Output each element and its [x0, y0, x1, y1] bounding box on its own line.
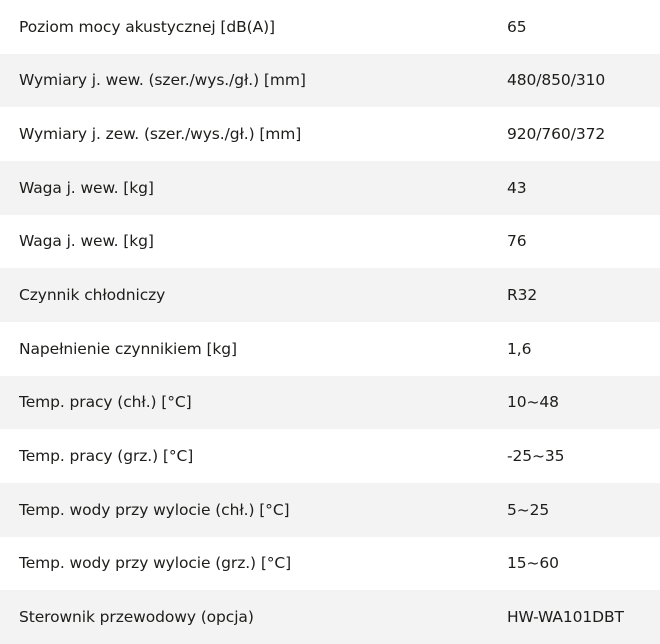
spec-label: Czynnik chłodniczy — [19, 286, 166, 305]
table-row — [0, 429, 660, 483]
spec-label: Temp. wody przy wylocie (chł.) [°C] — [19, 500, 290, 519]
spec-value: 5~25 — [507, 500, 550, 519]
spec-value: 76 — [507, 232, 527, 251]
spec-label: Napełnienie czynnikiem [kg] — [19, 339, 237, 358]
table-row — [0, 0, 660, 54]
spec-label: Temp. pracy (chł.) [°C] — [19, 393, 192, 412]
table-row — [0, 376, 660, 430]
table-row — [0, 107, 660, 161]
spec-value: 920/760/372 — [507, 125, 606, 144]
table-row — [0, 483, 660, 537]
spec-label: Wymiary j. wew. (szer./wys./gł.) [mm] — [19, 71, 306, 90]
spec-label: Temp. pracy (grz.) [°C] — [19, 447, 194, 466]
spec-value: 1,6 — [507, 339, 532, 358]
table-row — [0, 215, 660, 269]
spec-value: 15~60 — [507, 554, 559, 573]
spec-value: 65 — [507, 17, 527, 36]
spec-label: Poziom mocy akustycznej [dB(A)] — [19, 17, 275, 36]
spec-value: -25~35 — [507, 447, 565, 466]
table-row — [0, 54, 660, 108]
table-row — [0, 268, 660, 322]
spec-value: 43 — [507, 178, 527, 197]
spec-value: 480/850/310 — [507, 71, 606, 90]
spec-value: HW-WA101DBT — [507, 608, 624, 627]
spec-label: Wymiary j. zew. (szer./wys./gł.) [mm] — [19, 125, 302, 144]
spec-value: R32 — [507, 286, 538, 305]
spec-label: Temp. wody przy wylocie (grz.) [°C] — [19, 554, 292, 573]
table-row — [0, 537, 660, 591]
spec-label: Sterownik przewodowy (opcja) — [19, 608, 254, 627]
spec-label: Waga j. wew. [kg] — [19, 178, 154, 197]
table-row — [0, 161, 660, 215]
spec-value: 10~48 — [507, 393, 559, 412]
table-row — [0, 322, 660, 376]
spec-label: Waga j. wew. [kg] — [19, 232, 154, 251]
table-row — [0, 590, 660, 644]
